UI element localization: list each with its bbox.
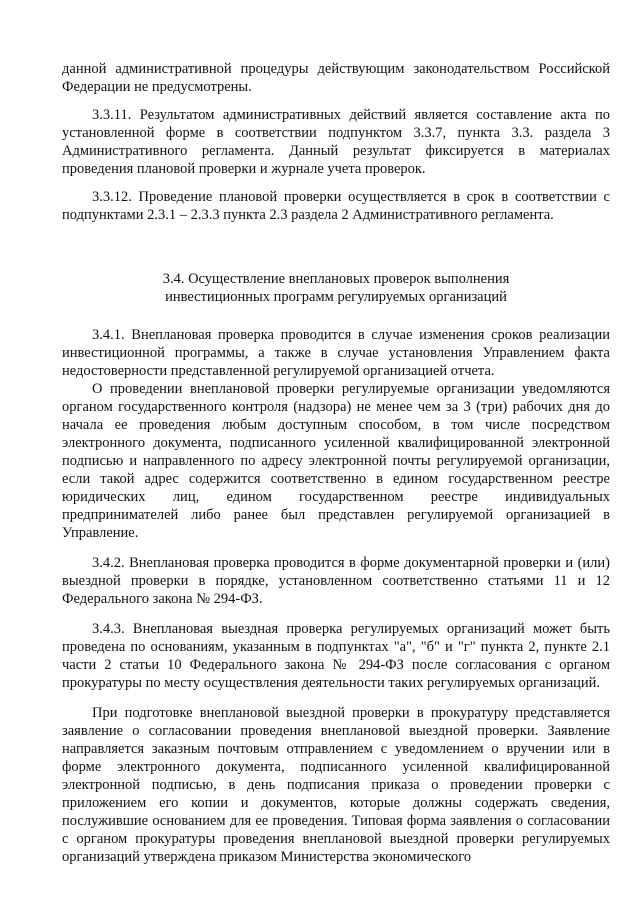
paragraph-notification: О проведении внеплановой проверки регулируемые организации уведомляются органом государственного контроля (надзора) не менее чем за 3 (три) рабочих дня до начала ее проведения любым доступным способом, в том числе посредством электронного документа, подписанного усиленной квалифицированной электронной подписью и направленного по адресу электронной почты регулируемой организации, если такой адрес содержится соответственно в едином государственном реестре юридических лиц, едином государственном реестре индивидуальных предпринимателей либо ранее был представлен регулируемой организацией в Управление. bbox=[62, 381, 610, 541]
paragraph-prosecutor-approval: При подготовке внеплановой выездной проверки в прокуратуру представляется заявление о согласовании проведения внеплановой выездной проверки. Заявление направляется заказным почтовым отправлением с уведомлением о вручении или в форме электронного документа, подписанного усиленной квалифицированной электронной подписью, в день подписания приказа о проведении проверки с приложением его копии и документов, которые должны содержать сведения, послужившие основанием для ее проведения. Типовая форма заявления о согласовании с органом прокуратуры проведения внеплановой выездной проверки регулируемых организаций утверждена приказом Министерства экономического bbox=[62, 705, 610, 865]
paragraph-3-3-12: 3.3.12. Проведение плановой проверки осуществляется в срок в соответствии с подпунктами 2.3.1 – 2.3.3 пункта 2.3 раздела 2 Административного регламента. bbox=[62, 189, 610, 223]
section-heading-line-1: 3.4. Осуществление внеплановых проверок выполнения bbox=[162, 271, 510, 287]
paragraph-3-4-3: 3.4.3. Внеплановая выездная проверка регулируемых организаций может быть проведена по основаниям, указанным в подпунктах "а", "б" и "г" пункта 2, пункте 2.1 части 2 статьи 10 Федерального закона № 294-ФЗ после согласования с органом прокуратуры по месту осуществления деятельности таких регулируемых организаций. bbox=[62, 621, 610, 691]
paragraph-3-4-2: 3.4.2. Внеплановая проверка проводится в форме документарной проверки и (или) выездной проверки в порядке, установленном соответственно статьями 11 и 12 Федерального закона № 294-ФЗ. bbox=[62, 555, 610, 607]
paragraph-continuation: данной административной процедуры действующим законодательством Российской Федерации не предусмотрены. bbox=[62, 61, 610, 95]
document-page bbox=[62, 60, 610, 866]
paragraph-3-4-1: 3.4.1. Внеплановая проверка проводится в случае изменения сроков реализации инвестиционной программы, а также в случае установления Управлением факта недостоверности представленной регулируемой организацией отчета. bbox=[62, 327, 610, 379]
paragraph-3-3-11: 3.3.11. Результатом административных действий является составление акта по установленной форме в соответствии подпунктом 3.3.7, пункта 3.3. раздела 3 Административного регламента. Данный результат фиксируется в материалах проведения плановой проверки и журнале учета проверок. bbox=[62, 107, 610, 177]
section-heading-3-4 bbox=[62, 270, 610, 306]
section-heading-line-2: инвестиционных программ регулируемых организаций bbox=[165, 289, 507, 305]
